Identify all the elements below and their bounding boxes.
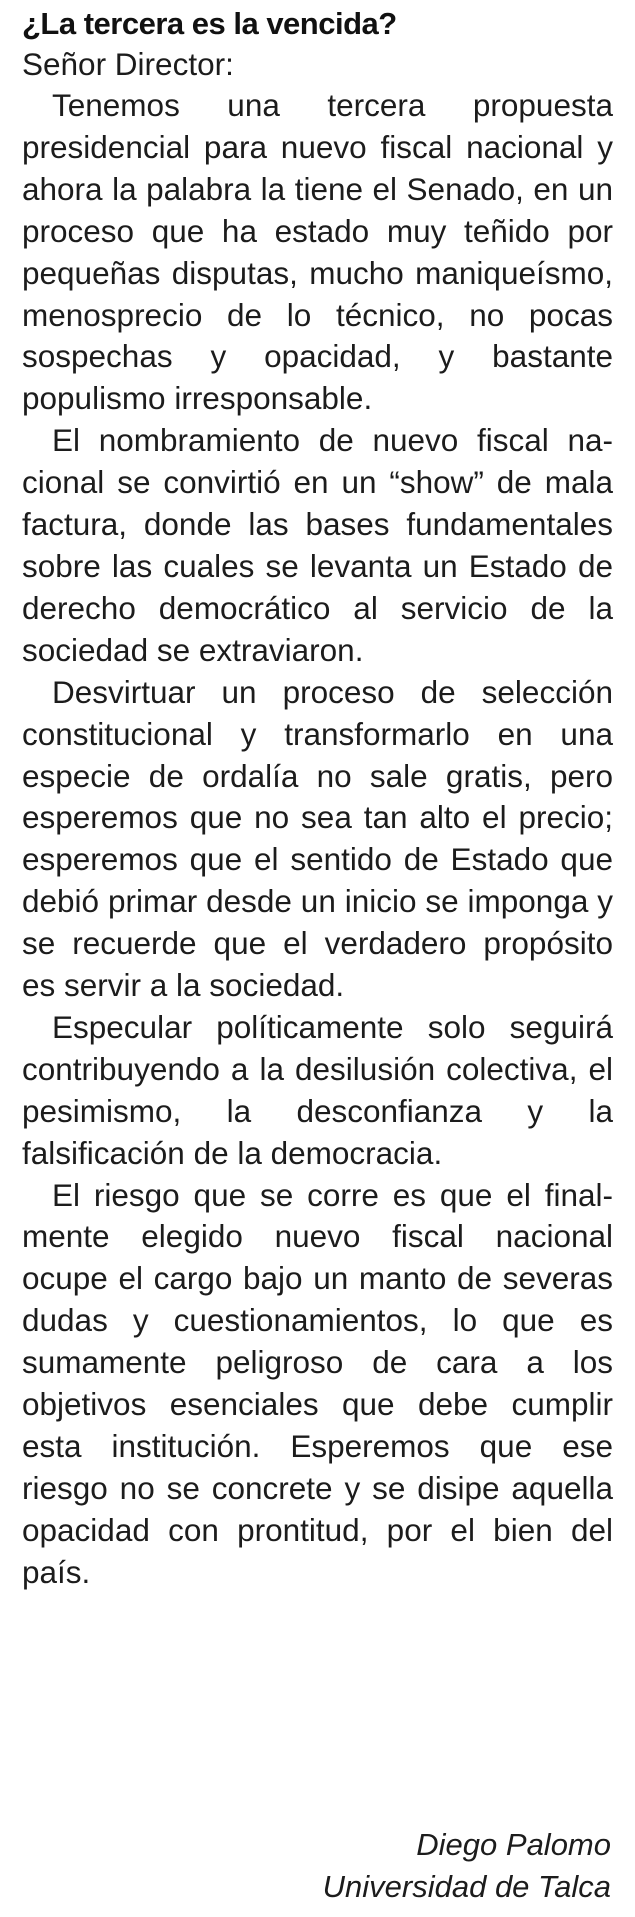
salutation: Señor Director: — [22, 46, 234, 82]
author-affiliation: Universidad de Talca — [322, 1869, 611, 1904]
paragraph-5: El riesgo que se corre es que el finalmente elegido nuevo fiscal nacional ocupe el cargo bajo un manto de severas dudas y cuestionamientos, lo que es sumamente peligroso de cara a los objetivos esenciales que debe cumplir esta institución. Esperemos que ese riesgo no se concrete y se disipe aquella opacidad con prontitud, por el bien del país. — [22, 1176, 613, 1590]
author-name: Diego Palomo — [416, 1827, 611, 1862]
letter-headline: ¿La tercera es la vencida? — [22, 6, 397, 41]
paragraph-1: Tenemos una tercera propuesta presidencial para nuevo fiscal nacional y ahora la palabra la tiene el Senado, en un proceso que ha estado muy teñido por pequeñas disputas, mucho maniqueísmo, menosprecio de lo técnico, no pocas sospechas y opacidad, y bastante populismo irresponsable. — [22, 87, 613, 417]
signature-block — [323, 1824, 611, 1908]
paragraph-4: Especular políticamente solo seguirá contribuyendo a la desilusión colectiva, el pesimismo, la desconfianza y la falsificación de la democracia. — [22, 1008, 613, 1171]
paragraph-3: Desvirtuar un proceso de selección constitucional y transformarlo en una especie de ordalía no sale gratis, pero esperemos que no sea tan alto el precio; esperemos que el sentido de Estado que debió primar desde un inicio se imponga y se recuerde que el verdadero propósito es servir a la sociedad. — [22, 673, 613, 1004]
letter-body — [22, 85, 613, 1594]
letter-to-editor — [22, 4, 613, 1594]
paragraph-2: El nombramiento de nuevo fiscal nacional se convirtió en un “show” de mala factura, donde las bases fundamentales sobre las cuales se levanta un Estado de derecho democrático al servicio de la sociedad se extraviaron. — [22, 422, 613, 668]
